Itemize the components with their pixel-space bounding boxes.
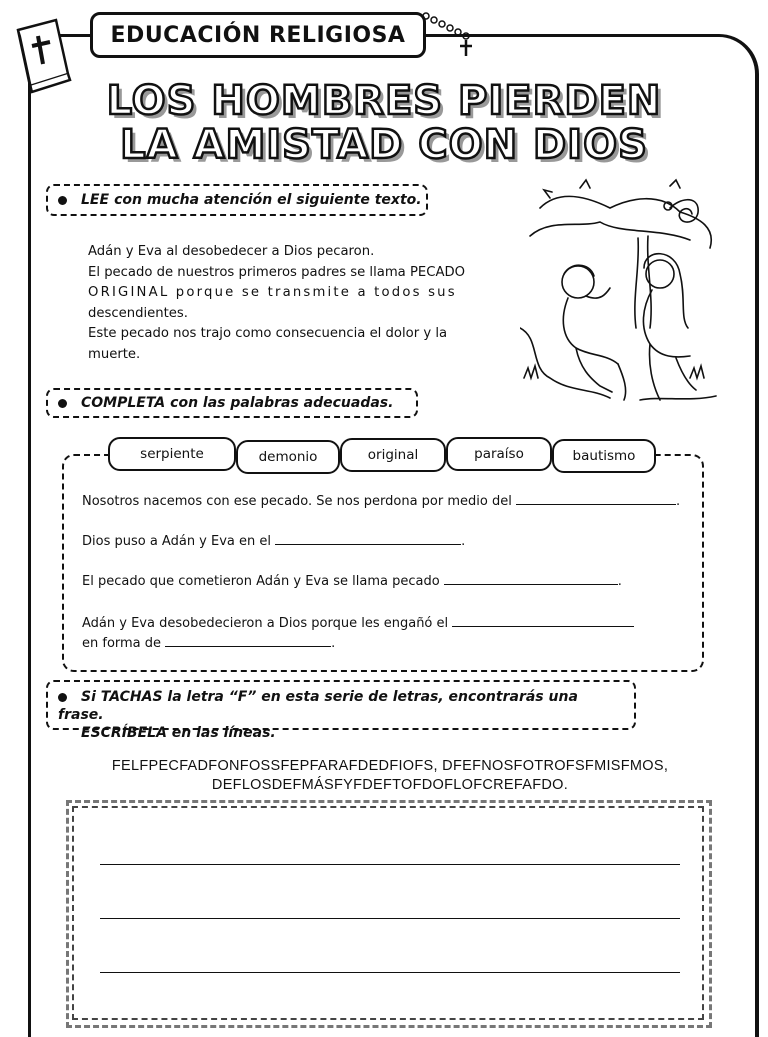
writing-box xyxy=(72,806,704,1020)
decode-text: en las líneas. xyxy=(171,725,276,741)
sentence-3 xyxy=(82,572,622,589)
subject-banner xyxy=(90,12,426,58)
sentence-period: . xyxy=(675,494,681,509)
writing-line-3[interactable] xyxy=(100,972,680,973)
passage-line: muerte. xyxy=(88,346,141,362)
decode-text: Si xyxy=(81,689,96,705)
sentence-4b xyxy=(82,634,335,651)
sentence-2-text: Dios puso a Adán y Eva en el xyxy=(82,534,271,549)
writing-line-1[interactable] xyxy=(100,864,680,865)
decode-keyword: ESCRÍBELA xyxy=(81,725,167,741)
sentence-4b-text: en forma de xyxy=(82,636,162,651)
reading-passage xyxy=(88,242,508,365)
writing-line-2[interactable] xyxy=(100,918,680,919)
decode-text: la letra “F” en esta serie de letras, encontrarás una frase. xyxy=(58,689,578,723)
passage-line: Este pecado nos trajo como consecuencia el dolor y la xyxy=(88,326,448,341)
complete-instruction-keyword: COMPLETA xyxy=(81,395,166,411)
word-bank-item: paraíso xyxy=(446,437,552,471)
sentence-4a xyxy=(82,614,634,631)
read-instruction-text: con mucha atención el siguiente texto. xyxy=(114,192,422,208)
read-instruction xyxy=(46,184,428,216)
letter-series-line-1: FELFPECFADFONFOSSFEPFARAFDEDFIOFS, DFEFNOSFOTROFSFMISFMOS, xyxy=(111,758,669,774)
worksheet-title-line-1: LOS HOMBRES PIERDEN xyxy=(106,78,662,124)
sentence-2 xyxy=(82,532,465,549)
adam-eve-illustration xyxy=(520,178,720,410)
answer-blank-1[interactable] xyxy=(516,492,676,505)
passage-line: Adán y Eva al desobedecer a Dios pecaron. xyxy=(88,244,375,259)
letter-series-line-2: DEFLOSDEFMÁSFYFDEFTOFDOFLOFCREFAFDO. xyxy=(211,777,569,793)
complete-instruction-text: con las palabras adecuadas. xyxy=(170,395,394,411)
answer-blank-5[interactable] xyxy=(165,634,331,647)
sentence-period: . xyxy=(461,534,466,549)
sentence-period: . xyxy=(617,574,622,589)
sentence-1 xyxy=(82,492,680,509)
sentence-4-text: Adán y Eva desobedecieron a Dios porque les engañó el xyxy=(82,616,449,631)
letter-series xyxy=(40,757,740,795)
word-bank-item: bautismo xyxy=(552,439,656,473)
word-bank-item: demonio xyxy=(236,440,340,474)
decode-instruction-line-2 xyxy=(58,724,624,742)
read-instruction-keyword: LEE xyxy=(81,192,110,208)
worksheet-title-line-2: LA AMISTAD CON DIOS xyxy=(120,122,648,168)
passage-line: ORIGINAL porque se transmite a todos sus xyxy=(88,285,457,300)
sentence-period: . xyxy=(331,636,336,651)
passage-line: El pecado de nuestros primeros padres se llama PECADO xyxy=(88,264,466,280)
bullet-icon xyxy=(58,399,67,408)
answer-blank-2[interactable] xyxy=(275,532,461,545)
complete-instruction xyxy=(46,388,418,418)
decode-instruction-line-1 xyxy=(58,688,624,724)
word-bank-item: original xyxy=(340,438,446,472)
bullet-icon xyxy=(58,196,67,205)
answer-blank-4[interactable] xyxy=(452,614,634,627)
sentence-1-text: Nosotros nacemos con ese pecado. Se nos perdona por medio del xyxy=(82,494,512,509)
passage-line: descendientes. xyxy=(88,305,188,321)
decode-keyword: TACHAS xyxy=(100,689,163,705)
sentence-3-text: El pecado que cometieron Adán y Eva se llama pecado xyxy=(82,574,440,589)
answer-blank-3[interactable] xyxy=(444,572,618,585)
word-bank-item: serpiente xyxy=(108,437,236,471)
decode-instruction xyxy=(46,680,636,741)
bullet-icon xyxy=(58,693,67,702)
rosary-icon xyxy=(420,6,490,61)
subject-banner-label: EDUCACIÓN RELIGIOSA xyxy=(110,22,406,48)
